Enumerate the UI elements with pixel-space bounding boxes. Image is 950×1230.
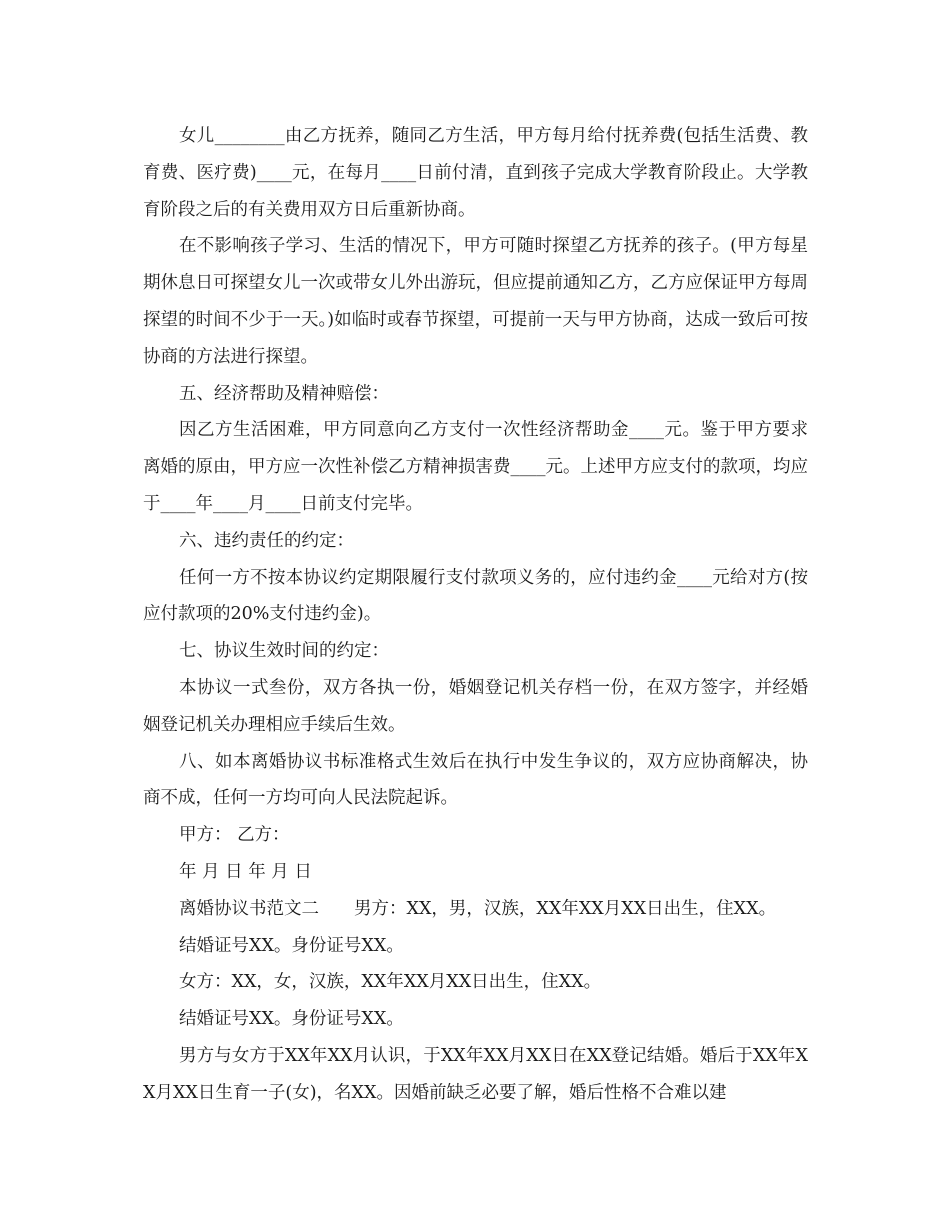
- sample-two-male-party: 离婚协议书范文二 男方：XX，男，汉族，XX年XX月XX日出生，住XX。: [179, 898, 777, 919]
- document-body: [143, 118, 808, 1112]
- heading-breach-liability: 六、违约责任的约定：: [179, 530, 354, 551]
- paragraph-marriage-history: 男方与女方于XX年XX月认识，于XX年XX月XX日在XX登记结婚。婚后于XX年XX月XX日生育一子(女)，名XX。因婚前缺乏必要了解，婚后性格不合难以建: [143, 1045, 808, 1103]
- paragraph-effective-time: 本协议一式叁份，双方各执一份，婚姻登记机关存档一份，在双方签字，并经婚姻登记机关办理相应手续后生效。: [143, 677, 808, 735]
- female-party-line: 女方：XX，女，汉族，XX年XX月XX日出生，住XX。: [179, 972, 602, 993]
- paragraph-dispute-resolution: 八、如本离婚协议书标准格式生效后在执行中发生争议的，双方应协商解决，协商不成，任何一方均可向人民法院起诉。: [143, 751, 808, 809]
- paragraph-economic-help: 因乙方生活困难，甲方同意向乙方支付一次性经济帮助金____元。鉴于甲方要求离婚的原由，甲方应一次性补偿乙方精神损害费____元。上述甲方应支付的款项，均应于____年____月____日前支付完毕。: [143, 420, 808, 514]
- signature-parties: 甲方： 乙方：: [179, 825, 290, 846]
- male-certificate-line: 结婚证号XX。身份证号XX。: [179, 935, 404, 956]
- female-certificate-line: 结婚证号XX。身份证号XX。: [179, 1009, 404, 1030]
- signature-dates: 年 月 日 年 月 日: [179, 861, 312, 882]
- paragraph-visitation: 在不影响孩子学习、生活的情况下，甲方可随时探望乙方抚养的孩子。(甲方每星期休息日可探望女儿一次或带女儿外出游玩，但应提前通知乙方，乙方应保证甲方每周探望的时间不少于一天。)如临时或春节探望，可提前一天与甲方协商，达成一致后可按协商的方法进行探望。: [143, 236, 808, 367]
- heading-economic-help: 五、经济帮助及精神赔偿：: [179, 383, 389, 404]
- heading-effective-time: 七、协议生效时间的约定：: [179, 641, 389, 662]
- paragraph-child-custody: 女儿________由乙方抚养，随同乙方生活，甲方每月给付抚养费(包括生活费、教育费、医疗费)____元，在每月____日前付清，直到孩子完成大学教育阶段止。大学教育阶段之后的有关费用双方日后重新协商。: [143, 126, 808, 220]
- paragraph-breach-liability: 任何一方不按本协议约定期限履行支付款项义务的，应付违约金____元给对方(按应付款项的20%支付违约金)。: [143, 567, 808, 625]
